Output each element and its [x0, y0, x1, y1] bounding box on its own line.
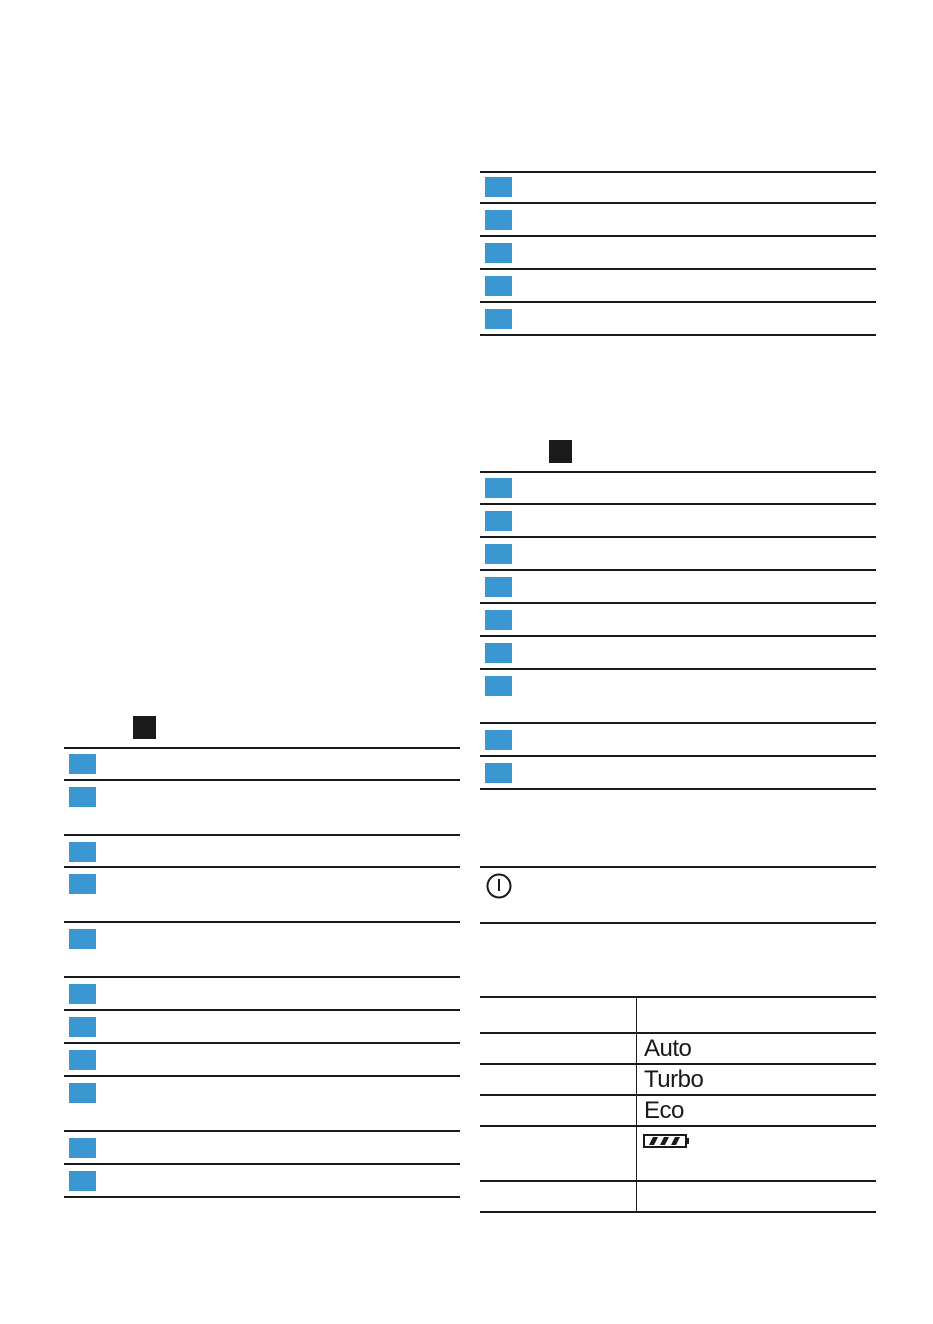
number-badge [485, 243, 512, 263]
table-row [480, 724, 876, 757]
power-button-table [480, 866, 876, 924]
number-badge [485, 676, 512, 696]
number-badge [485, 577, 512, 597]
table-row [480, 1127, 876, 1182]
table-row [64, 1165, 460, 1198]
table-row [480, 637, 876, 670]
table-row [64, 836, 460, 868]
table-row [480, 171, 876, 204]
parts-table-a [480, 171, 876, 336]
column-divider [636, 996, 637, 1034]
table-row [64, 923, 460, 978]
table-row [480, 604, 876, 637]
table-row [64, 747, 460, 781]
mode-table [480, 996, 876, 1213]
battery-icon [643, 1133, 691, 1149]
table-row [480, 303, 876, 336]
number-badge [485, 730, 512, 750]
table-row [480, 237, 876, 270]
number-badge [69, 1083, 96, 1103]
column-divider [636, 1127, 637, 1182]
table-row [480, 471, 876, 505]
number-badge [69, 1017, 96, 1037]
figure-reference-mark [133, 716, 156, 739]
table-row [480, 505, 876, 538]
table-row [64, 868, 460, 923]
number-badge [485, 763, 512, 783]
table-row [480, 1096, 876, 1127]
number-badge [69, 1171, 96, 1191]
number-badge [485, 276, 512, 296]
number-badge [485, 210, 512, 230]
table-row [64, 1132, 460, 1165]
number-badge [485, 309, 512, 329]
number-badge [69, 1138, 96, 1158]
table-row [64, 781, 460, 836]
table-row [480, 571, 876, 604]
number-badge [485, 478, 512, 498]
column-divider [636, 1065, 637, 1096]
table-row [480, 866, 876, 924]
number-badge [69, 1050, 96, 1070]
number-badge [69, 874, 96, 894]
power-icon [486, 873, 512, 899]
table-row [480, 1065, 876, 1096]
number-badge [485, 511, 512, 531]
mode-label-auto: Auto [644, 1035, 692, 1062]
table-row [64, 1011, 460, 1044]
number-badge [485, 610, 512, 630]
table-row [64, 1077, 460, 1132]
number-badge [69, 787, 96, 807]
number-badge [485, 643, 512, 663]
number-badge [485, 177, 512, 197]
mode-label-eco: Eco [644, 1097, 684, 1124]
mode-label-turbo: Turbo [644, 1066, 704, 1093]
column-divider [636, 1034, 637, 1065]
number-badge [69, 842, 96, 862]
table-row [480, 757, 876, 790]
table-row [480, 1034, 876, 1065]
table-row [480, 270, 876, 303]
column-divider [636, 1096, 637, 1127]
parts-table-b [480, 471, 876, 790]
column-divider [636, 1182, 637, 1213]
table-row [480, 1182, 876, 1213]
table-row [64, 1044, 460, 1077]
table-row [480, 670, 876, 724]
number-badge [485, 544, 512, 564]
number-badge [69, 984, 96, 1004]
figure-reference-mark [549, 440, 572, 463]
table-row [480, 996, 876, 1034]
parts-table-c [64, 747, 460, 1198]
table-row [64, 978, 460, 1011]
number-badge [69, 754, 96, 774]
table-row [480, 538, 876, 571]
table-row [480, 204, 876, 237]
number-badge [69, 929, 96, 949]
